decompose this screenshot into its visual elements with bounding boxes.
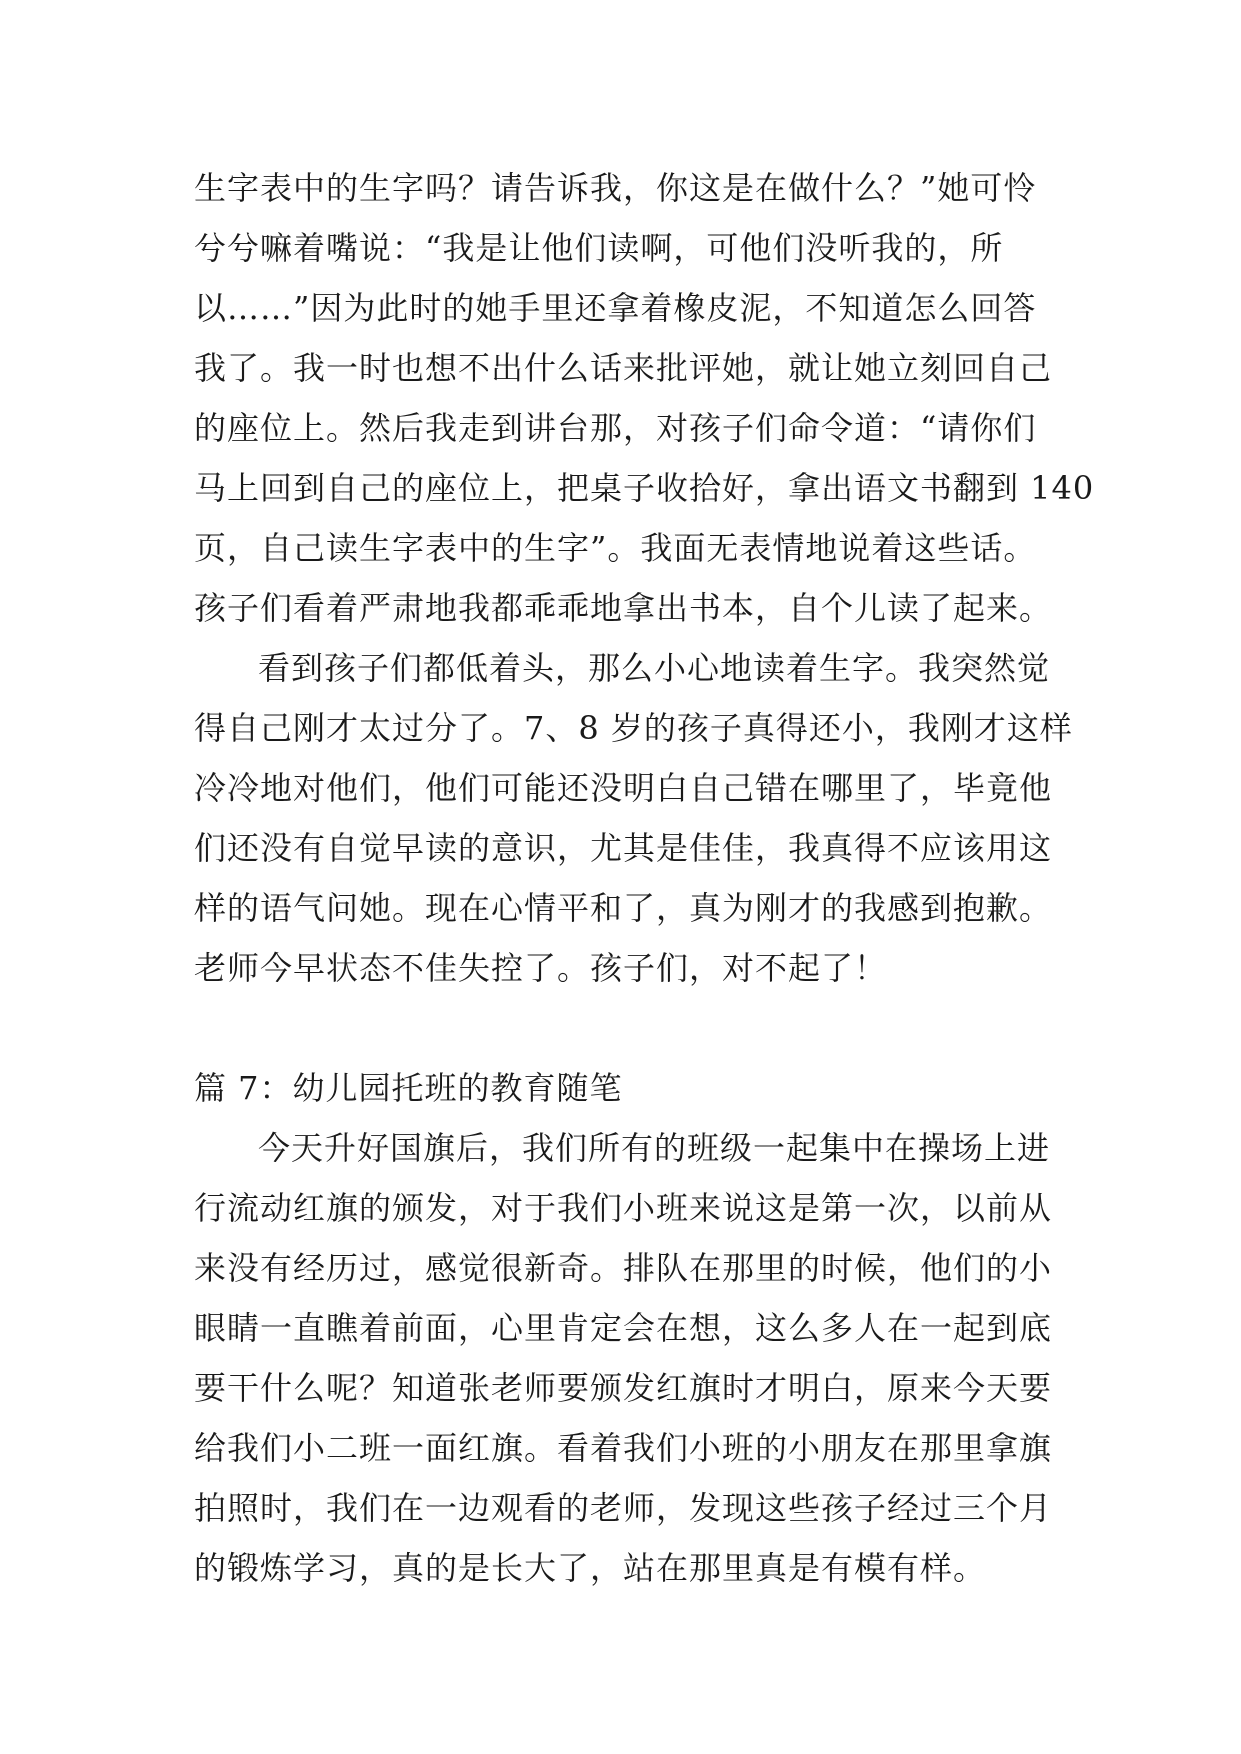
text-line: 要干什么呢？知道张老师要颁发红旗时才明白，原来今天要 [194,1369,1053,1407]
section-heading: 篇 7：幼儿园托班的教育随笔 [194,1069,623,1107]
text-line: 拍照时，我们在一边观看的老师，发现这些孩子经过三个月 [194,1489,1053,1527]
text-line: 今天升好国旗后，我们所有的班级一起集中在操场上进 [258,1129,1051,1167]
text-line: 行流动红旗的颁发，对于我们小班来说这是第一次，以前从 [194,1189,1053,1227]
text-line: 们还没有自觉早读的意识，尤其是佳佳，我真得不应该用这 [194,829,1053,867]
section-gap [194,998,1074,1058]
paragraph-reflection [194,638,1074,998]
text-line: 看到孩子们都低着头，那么小心地读着生字。我突然觉 [258,649,1051,687]
text-line: 生字表中的生字吗？请告诉我，你这是在做什么？”她可怜 [194,169,1037,207]
document-body [194,158,1095,1598]
text-line: 马上回到自己的座位上，把桌子收拾好，拿出语文书翻到 140 [194,469,1095,507]
text-line: 眼睛一直瞧着前面，心里肯定会在想，这么多人在一起到底 [194,1309,1053,1347]
paragraph-continued [194,158,1095,638]
text-line: 来没有经历过，感觉很新奇。排队在那里的时候，他们的小 [194,1249,1053,1287]
text-line: 的座位上。然后我走到讲台那，对孩子们命令道：“请你们 [194,409,1037,447]
text-line: 的锻炼学习，真的是长大了，站在那里真是有模有样。 [194,1549,987,1587]
text-line: 页，自己读生字表中的生字”。我面无表情地说着这些话。 [194,529,1037,567]
text-line: 得自己刚才太过分了。7、8 岁的孩子真得还小，我刚才这样 [194,709,1073,747]
text-line: 孩子们看着严肃地我都乖乖地拿出书本，自个儿读了起来。 [194,589,1053,627]
text-line: 给我们小二班一面红旗。看着我们小班的小朋友在那里拿旗 [194,1429,1053,1467]
text-line: 我了。我一时也想不出什么话来批评她，就让她立刻回自己 [194,349,1053,387]
text-line: 老师今早状态不佳失控了。孩子们，对不起了！ [194,949,888,987]
text-line: 冷冷地对他们，他们可能还没明白自己错在哪里了，毕竟他 [194,769,1053,807]
paragraph-essay [194,1118,1074,1598]
text-line: 样的语气问她。现在心情平和了，真为刚才的我感到抱歉。 [194,889,1053,927]
text-line: 兮兮嘛着嘴说：“我是让他们读啊，可他们没听我的，所 [194,229,1004,267]
text-line: 以……”因为此时的她手里还拿着橡皮泥，不知道怎么回答 [194,289,1037,327]
